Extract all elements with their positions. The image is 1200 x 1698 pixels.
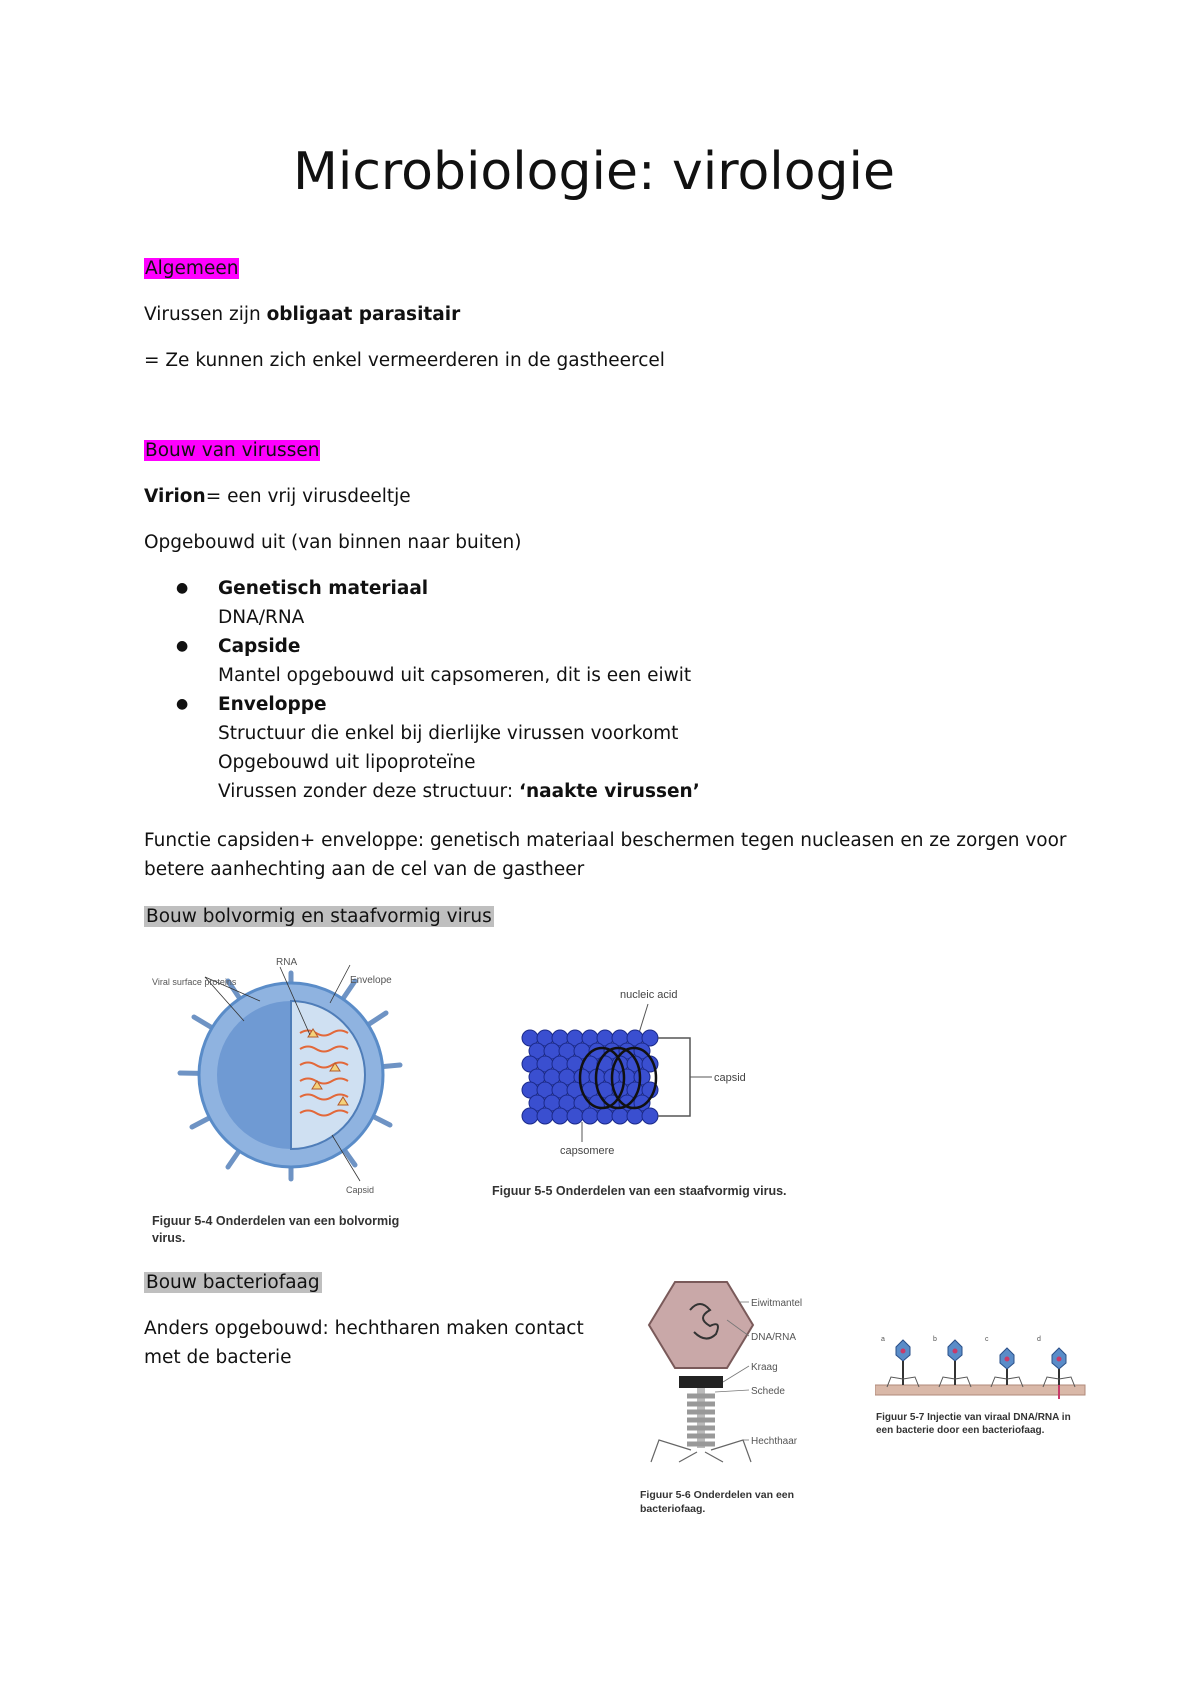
virion-line: Virion= een vrij virusdeeltje <box>144 486 411 507</box>
capsomere <box>627 1108 643 1124</box>
label-rna: RNA <box>276 957 298 968</box>
spherical-virus-figure <box>150 955 435 1195</box>
label-envelope: Envelope <box>350 975 392 986</box>
capsid-bracket <box>658 1038 690 1116</box>
collar-shape <box>679 1376 723 1388</box>
label-nucleic-acid: nucleic acid <box>620 989 678 1001</box>
section-heading-bouw: Bouw van virussen <box>145 440 320 461</box>
opgebouwd-line: Opgebouwd uit (van binnen naar buiten) <box>144 532 522 553</box>
capsomere <box>597 1108 613 1124</box>
capsomere <box>537 1108 553 1124</box>
list-item-text: Structuur die enkel bij dierlijke virussen voorkomt <box>218 723 679 744</box>
phage-dna <box>1057 1357 1062 1362</box>
functie-line-2: betere aanhechting aan de cel van de gastheer <box>144 859 585 880</box>
list-item-text: Mantel opgebouwd uit capsomeren, dit is een eiwit <box>218 665 692 686</box>
label-surface-proteins: Viral surface proteins <box>152 977 237 987</box>
figure-caption-5-5: Figuur 5-5 Onderdelen van een staafvormig virus. <box>492 1184 787 1198</box>
list-item-text: Virussen zonder deze structuur: ‘naakte virussen’ <box>218 781 700 802</box>
list-item-title: Genetisch materiaal <box>218 578 429 599</box>
bacteriofaag-line-1: Anders opgebouwd: hechtharen maken contact <box>144 1318 584 1339</box>
label-capsid: Capsid <box>346 1185 375 1195</box>
label-capsomere: capsomere <box>560 1145 615 1157</box>
bullet-icon: ● <box>176 696 189 712</box>
capsomere-cluster <box>522 1030 658 1124</box>
phage-dna <box>901 1349 906 1354</box>
stage-label: d <box>1037 1336 1041 1343</box>
capsomere <box>522 1108 538 1124</box>
phage-injection-figure <box>875 1333 1090 1403</box>
list-item-text: Opgebouwd uit lipoproteïne <box>218 752 476 773</box>
figure-caption-5-6: Figuur 5-6 Onderdelen van een bacteriofaag. <box>640 1489 795 1515</box>
functie-line-1: Functie capsiden+ enveloppe: genetisch materiaal beschermen tegen nucleasen en ze zorgen voor <box>144 830 1067 851</box>
list-item-text: DNA/RNA <box>218 607 305 628</box>
stage-label: b <box>933 1336 937 1343</box>
capsomere <box>552 1108 568 1124</box>
section-heading-algemeen: Algemeen <box>145 258 239 279</box>
stage-label: c <box>985 1336 989 1343</box>
figure-caption-5-4: Figuur 5-4 Onderdelen van een bolvormig virus. <box>152 1214 400 1245</box>
capsomere <box>612 1108 628 1124</box>
section-heading-bolvormig: Bouw bolvormig en staafvormig virus <box>146 906 492 927</box>
capsomere <box>582 1108 598 1124</box>
section-heading-bacteriofaag: Bouw bacteriofaag <box>146 1272 320 1293</box>
label-eiwitmantel: Eiwitmantel <box>751 1298 803 1309</box>
label-hechthaar: Hechthaar <box>751 1436 798 1447</box>
phage-dna <box>953 1349 958 1354</box>
capsomere <box>567 1108 583 1124</box>
label-kraag: Kraag <box>751 1362 778 1373</box>
list-item-title: Capside <box>218 636 301 657</box>
bacteriophage-figure <box>635 1280 825 1470</box>
capsomere <box>642 1108 658 1124</box>
figure-caption-5-7: Figuur 5-7 Injectie van viraal DNA/RNA in een bacterie door een bacteriofaag. <box>876 1412 1071 1436</box>
bacterial-wall-shape <box>875 1385 1085 1395</box>
phage-dna <box>1005 1357 1010 1362</box>
parasitair-definition: = Ze kunnen zich enkel vermeerderen in de gastheercel <box>144 350 665 371</box>
bullet-icon: ● <box>176 638 189 654</box>
label-schede: Schede <box>751 1386 785 1397</box>
page-title: Microbiologie: virologie <box>293 142 895 202</box>
bacteriofaag-line-2: met de bacterie <box>144 1347 292 1368</box>
list-item-title: Enveloppe <box>218 694 327 715</box>
label-capsid-rod: capsid <box>714 1072 746 1084</box>
rod-virus-figure <box>490 982 780 1172</box>
parasitair-line: Virussen zijn obligaat parasitair <box>144 304 461 325</box>
stage-label: a <box>881 1336 885 1343</box>
bullet-icon: ● <box>176 580 189 596</box>
label-dnarna: DNA/RNA <box>751 1332 797 1343</box>
protein-coat-shape <box>649 1282 753 1368</box>
